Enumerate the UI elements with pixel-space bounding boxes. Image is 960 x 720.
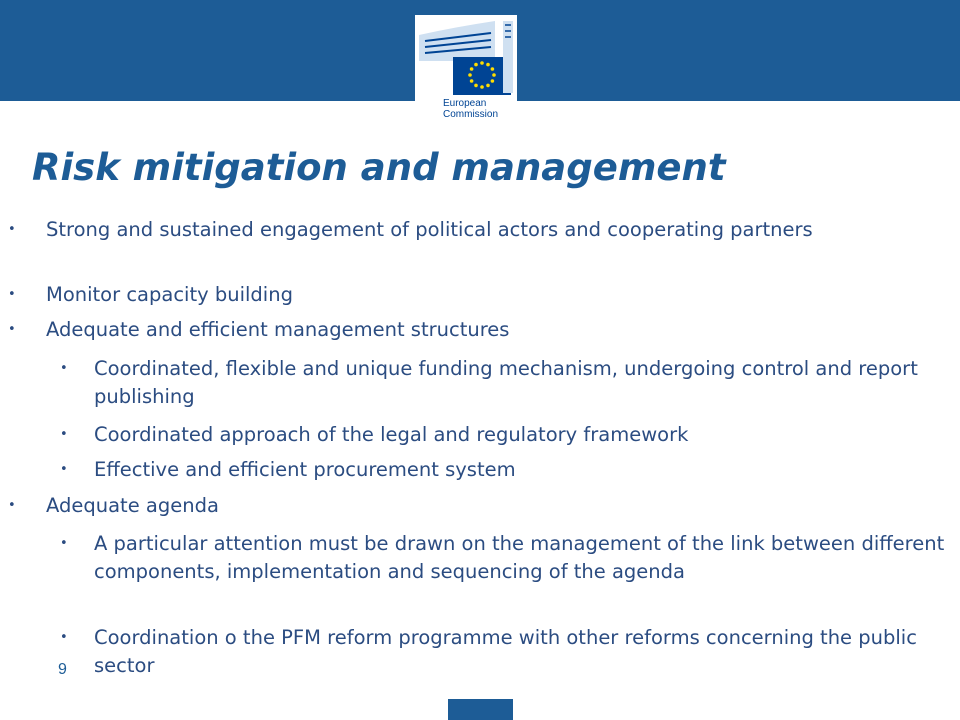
slide-title: Risk mitigation and management (32, 146, 726, 189)
bullet-text: Strong and sustained engagement of political actors and cooperating partners (46, 218, 813, 241)
sub-bullet-item (60, 355, 954, 411)
bullet-dot-icon: • (60, 462, 68, 477)
bullet-item (8, 216, 926, 244)
bullet-dot-icon: • (8, 322, 16, 337)
bullet-dot-icon: • (8, 498, 16, 513)
bullet-dot-icon: • (60, 630, 68, 645)
bullet-item (8, 316, 926, 344)
bullet-text: Coordinated, flexible and unique funding mechanism, undergoing control and report publishing (94, 357, 918, 408)
bullet-dot-icon: • (60, 427, 68, 442)
bullet-text: Monitor capacity building (46, 283, 293, 306)
sub-bullet-item (60, 421, 954, 449)
bullet-text: Adequate and efficient management structures (46, 318, 510, 341)
logo-line2: Commission (443, 109, 499, 120)
sub-bullet-item (60, 624, 954, 680)
bullet-text: Adequate agenda (46, 494, 219, 517)
bullet-item (8, 492, 926, 520)
bullet-text: A particular attention must be drawn on the management of the link between different components, implementation and sequencing of the agenda (94, 532, 945, 583)
footer-tab (448, 699, 513, 720)
bullet-dot-icon: • (60, 536, 68, 551)
bullet-dot-icon: • (8, 222, 16, 237)
sub-bullet-item (60, 530, 954, 586)
bullet-dot-icon: • (8, 287, 16, 302)
bullet-dot-icon: • (60, 361, 68, 376)
page-number: 9 (58, 661, 67, 678)
bullet-text: Coordination o the PFM reform programme with other reforms concerning the public sector (94, 626, 917, 677)
sub-bullet-item (60, 456, 954, 484)
bullet-text: Coordinated approach of the legal and regulatory framework (94, 423, 689, 446)
bullet-item (8, 281, 926, 309)
logo-line1: European (443, 98, 487, 109)
bullet-text: Effective and efficient procurement system (94, 458, 516, 481)
